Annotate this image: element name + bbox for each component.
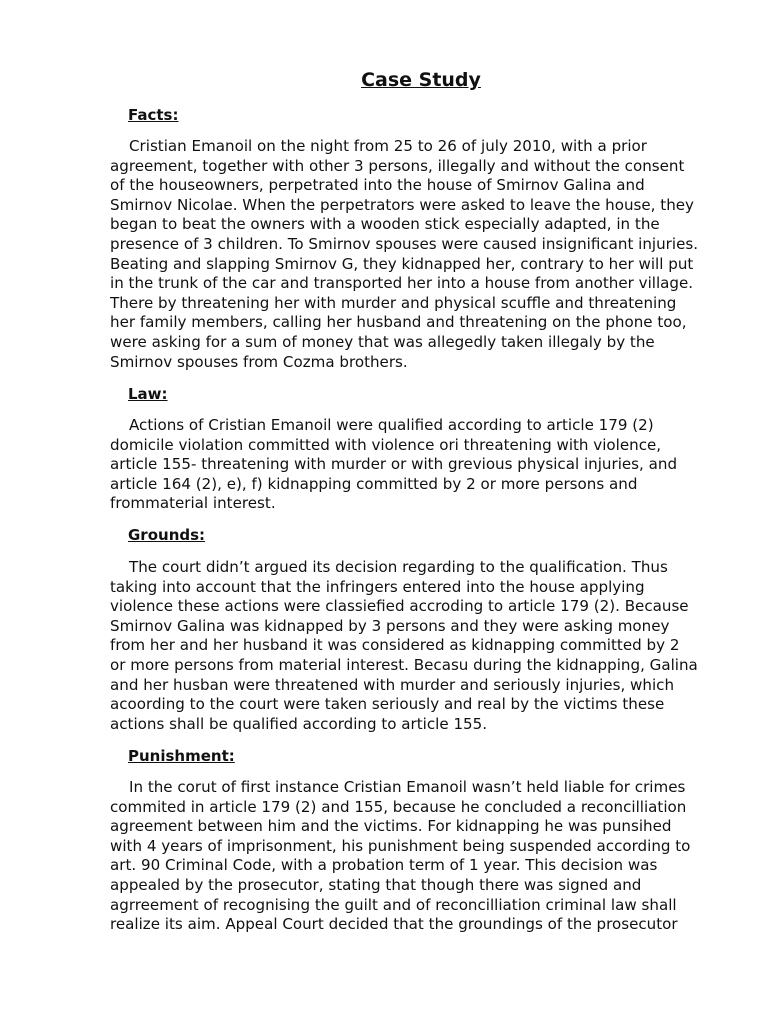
section-body-punishment: [110, 778, 722, 935]
section-body-facts: [110, 137, 722, 372]
paragraph-line: presence of 3 children. To Smirnov spouses were caused insignificant injuries.: [110, 234, 699, 253]
paragraph-line: Smirnov Galina was kidnapped by 3 persons and they were asking money: [110, 616, 670, 635]
paragraph-line: of the houseowners, perpetrated into the house of Smirnov Galina and: [110, 176, 645, 195]
paragraph-line: or more persons from material interest. Becasu during the kidnapping, Galina: [110, 655, 698, 674]
paragraph-line: frommaterial interest.: [110, 494, 276, 513]
paragraph-line: from her and her husband it was considered as kidnapping committed by 2: [110, 636, 680, 655]
paragraph-line: actions shall be qualified according to article 155.: [110, 714, 488, 733]
paragraph-line: Smirnov spouses from Cozma brothers.: [110, 352, 408, 371]
paragraph-line: in the trunk of the car and transported her into a house from another village.: [110, 274, 694, 293]
paragraph-line: article 164 (2), e), f) kidnapping committed by 2 or more persons and: [110, 474, 638, 493]
paragraph-line: were asking for a sum of money that was allegedly taken illegaly by the: [110, 332, 655, 351]
paragraph-line: art. 90 Criminal Code, with a probation term of 1 year. This decision was: [110, 856, 658, 875]
section-heading-punishment: Punishment:: [128, 747, 235, 765]
paragraph-line: domicile violation committed with violence ori threatening with violence,: [110, 435, 662, 454]
paragraph-line: In the corut of first instance Cristian Emanoil wasn’t held liable for crimes: [129, 778, 686, 796]
paragraph-line: There by threatening her with murder and physical scuffle and threatening: [110, 293, 677, 312]
paragraph-line: violence these actions were classiefied accroding to article 179 (2). Because: [110, 597, 689, 616]
paragraph-line: with 4 years of imprisonment, his punishment being suspended according to: [110, 836, 691, 855]
paragraph-line: and her husban were threatened with murder and seriously injuries, which: [110, 675, 675, 694]
paragraph-line: agreement between him and the victims. For kidnapping he was punsihed: [110, 817, 672, 836]
section-heading-law: Law:: [128, 385, 168, 403]
paragraph-line: article 155- threatening with murder or with grevious physical injuries, and: [110, 455, 678, 474]
section-body-law: [110, 416, 722, 514]
section-heading-facts: Facts:: [128, 106, 179, 124]
paragraph-line: her family members, calling her husband and threatening on the phone too,: [110, 313, 687, 332]
paragraph-line: appealed by the prosecutor, stating that though there was signed and: [110, 875, 642, 894]
paragraph-line: Actions of Cristian Emanoil were qualified according to article 179 (2): [129, 416, 654, 434]
paragraph-line: acoording to the court were taken seriously and real by the victims these: [110, 695, 665, 714]
paragraph-line: agreement, together with other 3 persons, illegally and without the consent: [110, 156, 685, 175]
paragraph-line: agrreement of recognising the guilt and of reconcilliation criminal law shall: [110, 895, 677, 914]
paragraph-line: taking into account that the infringers entered into the house applying: [110, 577, 645, 596]
paragraph-line: Beating and slapping Smirnov G, they kidnapped her, contrary to her will put: [110, 254, 694, 273]
paragraph-line: began to beat the owners with a wooden stick especially adapted, in the: [110, 215, 660, 234]
section-heading-grounds: Grounds:: [128, 526, 206, 544]
paragraph-line: realize its aim. Appeal Court decided that the groundings of the prosecutor: [110, 915, 678, 934]
paragraph-line: Cristian Emanoil on the night from 25 to 26 of july 2010, with a prior: [129, 137, 647, 155]
section-body-grounds: [110, 558, 722, 734]
paragraph-line: commited in article 179 (2) and 155, because he concluded a reconcilliation: [110, 797, 687, 816]
paragraph-line: The court didn’t argued its decision regarding to the qualification. Thus: [129, 558, 668, 576]
page-title: Case Study: [361, 69, 481, 91]
paragraph-line: Smirnov Nicolae. When the perpetrators were asked to leave the house, they: [110, 195, 694, 214]
